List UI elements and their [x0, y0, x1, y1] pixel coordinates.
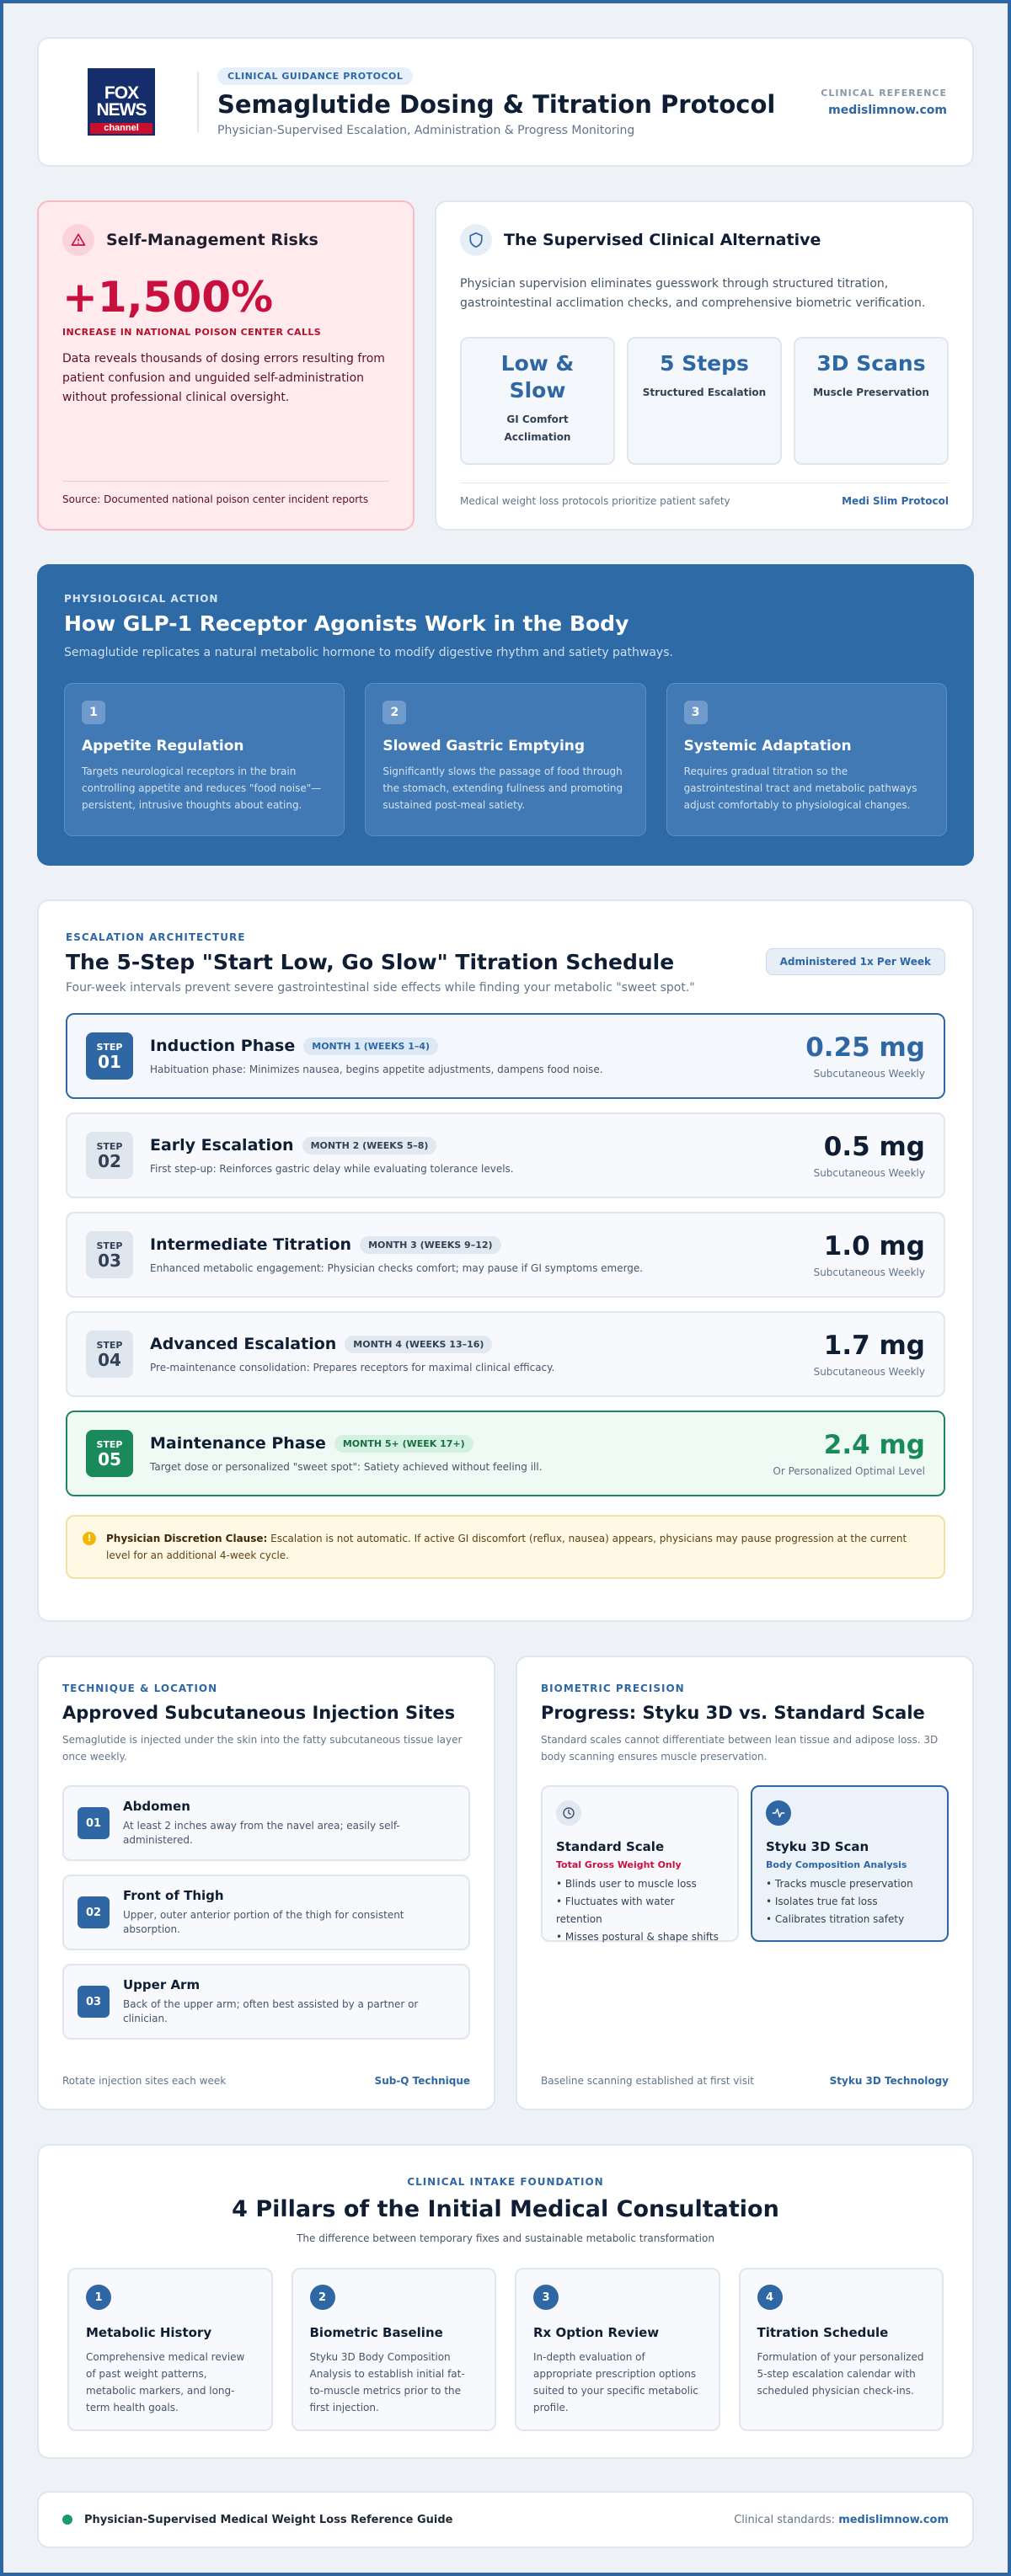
header-divider: [197, 72, 199, 132]
pillar-title: Metabolic History: [86, 2325, 212, 2340]
risk-stat: +1,500%: [62, 273, 274, 322]
pillar-card: [515, 2268, 720, 2431]
step-number-box: [86, 1430, 133, 1477]
biometric-eyebrow: BIOMETRIC PRECISION: [541, 1683, 685, 1694]
step-name: Intermediate Titration: [150, 1235, 352, 1254]
pillars-section: [37, 2144, 974, 2459]
site-number: 03: [78, 1986, 110, 2018]
titration-step: [66, 1212, 945, 1298]
injection-site: [62, 1875, 470, 1950]
injection-site: [62, 1964, 470, 2040]
injection-footer-note: Rotate injection sites each week: [62, 2075, 227, 2087]
step-dose: [814, 1231, 925, 1278]
site-text: At least 2 inches away from the navel area; easily self-administered.: [123, 1820, 400, 1846]
pillar-cards: [67, 2268, 944, 2431]
alternative-description: Physician supervision eliminates guesswork through structured titration, gastrointestinal acclimation checks, and comprehensive biometric verification.: [460, 277, 926, 310]
stat-card: [794, 337, 949, 465]
site-info: [123, 1799, 455, 1848]
stat-value: Low & Slow: [500, 351, 575, 403]
step-number: 01: [98, 1051, 121, 1072]
biometric-subtitle: Standard scales cannot differentiate between lean tissue and adipose loss. 3D body scanning ensures muscle preservation.: [541, 1734, 939, 1763]
step-info: [150, 1434, 773, 1473]
dose-value: 0.5 mg: [823, 1132, 925, 1162]
physiology-section: [37, 564, 974, 866]
risk-card: [37, 200, 415, 531]
stat-label: Structured Escalation: [642, 387, 767, 398]
step-name: Advanced Escalation: [150, 1335, 337, 1353]
clause-text: Escalation is not automatic. If active GI discomfort (reflux, nausea) appears, physicians may pause progression at the current level for an additional 4-week cycle.: [106, 1533, 907, 1561]
site-text: Upper, outer anterior portion of the thigh for consistent absorption.: [123, 1909, 404, 1935]
warning-icon: [62, 224, 94, 256]
titration-step: [66, 1013, 945, 1099]
step-word: STEP: [96, 1339, 123, 1351]
mechanism-card: [365, 683, 645, 836]
scale-tag: Total Gross Weight Only: [556, 1859, 682, 1870]
logo-text-top: FOX: [104, 83, 139, 103]
injection-footer: [62, 2075, 470, 2087]
step-description: Enhanced metabolic engagement: Physician checks comfort; may pause if GI symptoms emerge.: [150, 1262, 644, 1274]
alternative-card: [435, 200, 974, 531]
footer-guide-title: Physician-Supervised Medical Weight Loss Reference Guide: [84, 2513, 453, 2526]
stat-label: GI Comfort Acclimation: [504, 413, 571, 443]
step-heading: [150, 1136, 814, 1155]
step-number: 05: [98, 1448, 121, 1469]
titration-step: [66, 1112, 945, 1198]
step-number: 02: [98, 1150, 121, 1171]
scale-list: [556, 1875, 724, 1946]
header-main: [217, 67, 821, 137]
scale-tag: Body Composition Analysis: [766, 1859, 907, 1870]
step-info: [150, 1235, 814, 1274]
site-info: [123, 1977, 455, 2026]
step-month-tag: MONTH 2 (WEEKS 5–8): [302, 1137, 437, 1155]
mechanism-text: Significantly slows the passage of food through the stomach, extending fullness and promoting sustained post-meal satiety.: [382, 765, 623, 811]
step-description: Habituation phase: Minimizes nausea, begins appetite adjustments, dampens food noise.: [150, 1064, 603, 1075]
step-heading: [150, 1235, 814, 1254]
alternative-title: The Supervised Clinical Alternative: [504, 231, 821, 249]
footer-standards-label: Clinical standards:: [734, 2513, 839, 2526]
step-month-tag: MONTH 5+ (WEEK 17+): [334, 1435, 473, 1453]
site-text: Back of the upper arm; often best assisted by a partner or clinician.: [123, 1998, 419, 2024]
step-number: 03: [98, 1250, 121, 1271]
step-name: Maintenance Phase: [150, 1434, 326, 1453]
scale-title: Styku 3D Scan: [766, 1839, 869, 1854]
dose-route: Subcutaneous Weekly: [813, 1167, 925, 1179]
step-info: [150, 1335, 814, 1373]
step-dose: [805, 1032, 925, 1080]
pillar-number: 3: [533, 2285, 559, 2310]
mechanism-title: Appetite Regulation: [82, 738, 244, 755]
pillars-subtitle: The difference between temporary fixes and sustainable metabolic transformation: [297, 2232, 714, 2244]
stat-value: 3D Scans: [816, 351, 926, 376]
biometric-footer: [541, 2075, 949, 2087]
mechanism-card: [666, 683, 947, 836]
protocol-link[interactable]: Medi Slim Protocol: [842, 495, 949, 507]
mechanism-card: [64, 683, 345, 836]
step-dose: [773, 1430, 925, 1477]
alternative-stats: [460, 337, 949, 465]
logo-text-bottom: channel: [90, 123, 152, 134]
dose-value: 2.4 mg: [823, 1430, 925, 1460]
pillar-title: Rx Option Review: [533, 2325, 660, 2340]
step-info: [150, 1037, 805, 1075]
pillar-text: In-depth evaluation of appropriate prescription options suited to your specific metabolic profile.: [533, 2351, 698, 2413]
alternative-header: [460, 224, 949, 256]
fox-news-logo: [88, 68, 155, 136]
reference-link[interactable]: medislimnow.com: [828, 103, 947, 117]
mechanism-number: 1: [82, 701, 105, 724]
guidance-badge: CLINICAL GUIDANCE PROTOCOL: [217, 67, 413, 85]
injection-eyebrow: TECHNIQUE & LOCATION: [62, 1683, 218, 1694]
pillar-title: Titration Schedule: [757, 2325, 889, 2340]
alternative-footer-note: Medical weight loss protocols prioritize patient safety: [460, 495, 730, 507]
pillar-card: [67, 2268, 273, 2431]
clock-icon: [556, 1800, 581, 1826]
scale-list-item: • Tracks muscle preservation: [766, 1878, 913, 1890]
step-number-box: [86, 1231, 133, 1278]
scale-title: Standard Scale: [556, 1839, 665, 1854]
clause-label: Physician Discretion Clause:: [106, 1533, 268, 1544]
titration-steps: [66, 1013, 945, 1496]
pillar-text: Comprehensive medical review of past weight patterns, metabolic markers, and long-term health goals.: [86, 2351, 245, 2413]
site-name: Abdomen: [123, 1799, 190, 1814]
step-number: 04: [98, 1349, 121, 1370]
step-word: STEP: [96, 1240, 123, 1251]
step-description: Pre-maintenance consolidation: Prepares receptors for maximal clinical efficacy.: [150, 1362, 555, 1373]
dose-route: Subcutaneous Weekly: [813, 1068, 925, 1080]
risk-source: Source: Documented national poison center incident reports: [62, 481, 389, 505]
biometric-footer-note: Baseline scanning established at first visit: [541, 2075, 754, 2087]
page-title: Semaglutide Dosing & Titration Protocol: [217, 90, 776, 119]
step-description: Target dose or personalized "sweet spot": Satiety achieved without feeling ill.: [150, 1461, 543, 1473]
stat-card: [460, 337, 615, 465]
mechanism-text: Requires gradual titration so the gastrointestinal tract and metabolic pathways adjust comfortably to physiological changes.: [683, 765, 917, 811]
titration-eyebrow: ESCALATION ARCHITECTURE: [66, 931, 246, 943]
step-number-box: [86, 1331, 133, 1378]
site-number: 02: [78, 1896, 110, 1928]
physiology-subtitle: Semaglutide replicates a natural metabolic hormone to modify digestive rhythm and satiety pathways.: [64, 646, 673, 659]
site-info: [123, 1888, 455, 1937]
page-subtitle: Physician-Supervised Escalation, Administration & Progress Monitoring: [217, 124, 635, 137]
titration-title: The 5-Step "Start Low, Go Slow" Titration Schedule: [66, 950, 675, 974]
risk-kicker: INCREASE IN NATIONAL POISON CENTER CALLS: [62, 327, 322, 338]
titration-subtitle: Four-week intervals prevent severe gastrointestinal side effects while finding your metabolic "sweet spot.": [66, 981, 695, 995]
header: [37, 37, 974, 167]
mechanism-text: Targets neurological receptors in the brain controlling appetite and reduces "food noise"—persistent, intrusive thoughts about eating.: [82, 765, 322, 811]
exclamation-icon: !: [83, 1532, 96, 1545]
pillar-card: [739, 2268, 944, 2431]
titration-step: [66, 1311, 945, 1397]
scale-list-item: • Misses postural & shape shifts: [556, 1931, 719, 1943]
mechanism-title: Systemic Adaptation: [683, 738, 852, 755]
mechanism-title: Slowed Gastric Emptying: [382, 738, 586, 755]
step-month-tag: MONTH 4 (WEEKS 13–16): [345, 1336, 492, 1353]
step-dose: [814, 1132, 925, 1179]
step-heading: [150, 1335, 814, 1353]
step-word: STEP: [96, 1140, 123, 1152]
styku-scan-card: [751, 1785, 949, 1942]
pillars-title: 4 Pillars of the Initial Medical Consultation: [232, 2196, 779, 2222]
physiology-eyebrow: PHYSIOLOGICAL ACTION: [64, 593, 219, 605]
dose-value: 0.25 mg: [805, 1032, 925, 1063]
discretion-clause: [66, 1515, 945, 1579]
step-heading: [150, 1037, 805, 1055]
pillar-text: Formulation of your personalized 5-step escalation calendar with scheduled physician check-ins.: [757, 2351, 924, 2397]
stat-card: [627, 337, 782, 465]
physiology-title: How GLP-1 Receptor Agonists Work in the Body: [64, 611, 629, 636]
frequency-badge: Administered 1x Per Week: [766, 948, 945, 975]
stat-value: 5 Steps: [660, 351, 749, 376]
injection-sites-card: [37, 1656, 495, 2110]
risk-header: [62, 224, 389, 256]
step-word: STEP: [96, 1438, 123, 1450]
injection-subtitle: Semaglutide is injected under the skin into the fatty subcutaneous tissue layer once weekly.: [62, 1734, 463, 1763]
dose-value: 1.7 mg: [823, 1331, 925, 1361]
titration-section: [37, 899, 974, 1622]
scale-list-item: • Calibrates titration safety: [766, 1913, 905, 1925]
step-heading: [150, 1434, 773, 1453]
pillar-card: [292, 2268, 497, 2431]
physiology-cards: [64, 683, 947, 836]
dose-route: Subcutaneous Weekly: [813, 1366, 925, 1378]
shield-icon: [460, 224, 492, 256]
stat-label: Muscle Preservation: [813, 387, 929, 398]
step-month-tag: MONTH 3 (WEEKS 9–12): [360, 1236, 500, 1254]
step-month-tag: MONTH 1 (WEEKS 1–4): [303, 1037, 438, 1055]
pillar-number: 2: [310, 2285, 335, 2310]
footer-left: [62, 2514, 452, 2526]
footer-right: [734, 2514, 949, 2526]
step-number-box: [86, 1132, 133, 1179]
risk-description: Data reveals thousands of dosing errors resulting from patient confusion and unguided self-administration without professional clinical oversight.: [62, 352, 385, 404]
step-name: Induction Phase: [150, 1037, 296, 1055]
mechanism-number: 3: [684, 701, 708, 724]
clinical-reference: [821, 88, 947, 117]
mechanism-number: 2: [382, 701, 406, 724]
biometric-card: [516, 1656, 974, 2110]
step-dose: [814, 1331, 925, 1378]
step-name: Early Escalation: [150, 1136, 294, 1155]
pillar-title: Biometric Baseline: [309, 2325, 443, 2340]
site-number: 01: [78, 1807, 110, 1839]
titration-step: [66, 1411, 945, 1496]
standard-scale-card: [541, 1785, 739, 1942]
injection-site-list: [62, 1785, 470, 2040]
injection-site: [62, 1785, 470, 1861]
pillar-text: Styku 3D Body Composition Analysis to establish initial fat-to-muscle metrics prior to the first injection.: [309, 2351, 465, 2413]
logo-text-mid: NEWS: [96, 100, 147, 120]
footer-link[interactable]: medislimnow.com: [838, 2513, 949, 2526]
biometric-title: Progress: Styku 3D vs. Standard Scale: [541, 1703, 925, 1723]
status-dot-icon: [62, 2515, 72, 2525]
step-description: First step-up: Reinforces gastric delay while evaluating tolerance levels.: [150, 1163, 514, 1175]
pillar-number: 1: [86, 2285, 111, 2310]
step-word: STEP: [96, 1041, 123, 1053]
technique-link[interactable]: Sub-Q Technique: [374, 2075, 470, 2087]
scale-comparison: [541, 1785, 949, 1942]
dose-value: 1.0 mg: [823, 1231, 925, 1261]
reference-label: CLINICAL REFERENCE: [821, 87, 947, 99]
risk-title: Self-Management Risks: [106, 231, 318, 249]
pillar-number: 4: [757, 2285, 783, 2310]
scale-list-item: • Isolates true fat loss: [766, 1896, 878, 1907]
pulse-icon: [766, 1800, 791, 1826]
step-number-box: [86, 1032, 133, 1080]
scale-list: [766, 1875, 933, 1928]
scale-list-item: • Blinds user to muscle loss: [556, 1878, 697, 1890]
styku-link[interactable]: Styku 3D Technology: [829, 2075, 949, 2087]
dose-route: Subcutaneous Weekly: [813, 1267, 925, 1278]
site-name: Front of Thigh: [123, 1888, 224, 1903]
pillars-eyebrow: CLINICAL INTAKE FOUNDATION: [407, 2176, 604, 2188]
page-footer: [37, 2491, 974, 2548]
dose-route: Or Personalized Optimal Level: [773, 1465, 925, 1477]
alternative-footer: [460, 483, 949, 507]
step-info: [150, 1136, 814, 1175]
risk-and-alternative-row: [37, 200, 974, 531]
injection-title: Approved Subcutaneous Injection Sites: [62, 1703, 456, 1723]
site-name: Upper Arm: [123, 1977, 201, 1992]
scale-list-item: • Fluctuates with water retention: [556, 1896, 675, 1925]
technique-and-biometric-row: [37, 1656, 974, 2110]
